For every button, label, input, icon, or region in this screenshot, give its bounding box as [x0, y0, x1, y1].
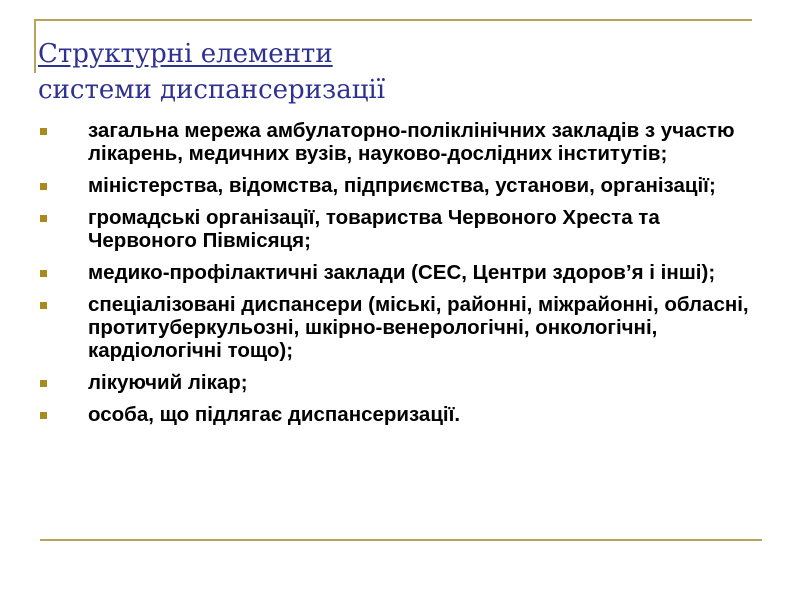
- list-item: [40, 403, 765, 426]
- square-bullet-icon: [40, 215, 47, 222]
- square-bullet-icon: [40, 183, 47, 190]
- list-item-text: громадські організації, товариства Червоного Хреста та Червоного Півмісяця;: [88, 206, 660, 252]
- list-item-text: лікуючий лікар;: [88, 371, 248, 394]
- list-item-text: медико-профілактичні заклади (СЕС, Центри здоров’я і інші);: [88, 261, 716, 284]
- left-rule: [34, 19, 36, 73]
- list-item-text: загальна мережа амбулаторно-поліклінічних закладів з участю лікарень, медичних вузів, науково-дослідних інститутів;: [88, 119, 735, 165]
- list-item: [40, 206, 765, 252]
- list-item: [40, 174, 765, 197]
- list-item-text: спеціалізовані диспансери (міські, районні, міжрайонні, обласні, протитуберкульозні, шкірно-венерологічні, онкологічні, кардіологічні тощо);: [88, 293, 749, 362]
- bottom-rule: [40, 539, 762, 541]
- list-item-text: міністерства, відомства, підприємства, установи, організації;: [88, 174, 716, 197]
- slide-title: [38, 34, 385, 110]
- list-item-text: особа, що підлягає диспансеризації.: [88, 403, 461, 426]
- title-line-2: системи диспансеризації: [38, 75, 386, 105]
- square-bullet-icon: [40, 380, 47, 387]
- square-bullet-icon: [40, 270, 47, 277]
- square-bullet-icon: [40, 302, 47, 309]
- top-rule: [34, 19, 752, 21]
- list-item: [40, 371, 765, 394]
- square-bullet-icon: [40, 128, 47, 135]
- square-bullet-icon: [40, 412, 47, 419]
- list-item: [40, 293, 765, 362]
- list-item: [40, 119, 765, 165]
- list-item: [40, 261, 765, 284]
- title-line-1: Структурні елементи: [38, 39, 333, 69]
- bullet-list: [40, 119, 765, 435]
